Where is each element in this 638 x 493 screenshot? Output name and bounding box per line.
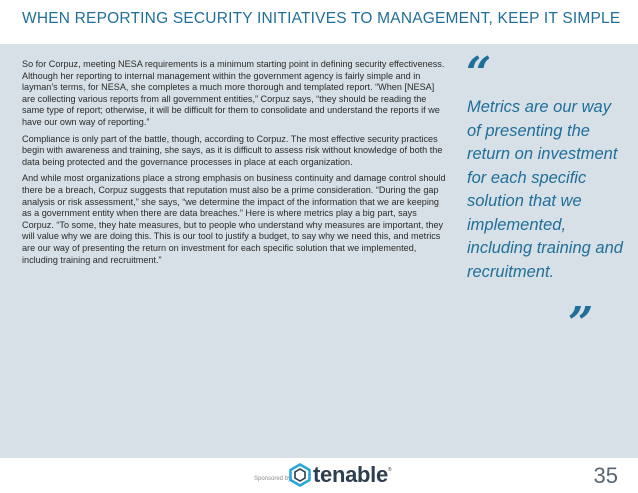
tenable-logo — [288, 463, 392, 487]
article-paragraph-3: And while most organizations place a strong emphasis on business continuity and damage control should there be a breach, Corpuz suggests that reputation must also be a prime consideration. “During the gap analysis or risk assessment,” she says, “we determine the impact of the information that we are keeping as a government entity when there are data breaches.” Here is where metrics play a big part, says Corpuz. “To some, they hate measures, but to people who understand why measures are important, they will value why we are doing this. This is our tool to justify a budget, to say why we need this, and metrics are our way of presenting the return on investment for each specific solution that we implemented, including training and recruitment.” — [22, 173, 446, 265]
header-bar — [0, 0, 638, 44]
article-paragraph-2: Compliance is only part of the battle, though, according to Corpuz. The most effective security practices begin with awareness and training, she says, as it is difficult to assess risk without knowledge of both the data being protected and the governance processes in place at each organization. — [22, 133, 443, 167]
page-number: 35 — [593, 463, 618, 488]
page-title: WHEN REPORTING SECURITY INITIATIVES TO MANAGEMENT, KEEP IT SIMPLE — [22, 10, 621, 27]
logo-registered-mark: ® — [387, 467, 392, 473]
article-body — [22, 59, 448, 271]
pull-quote: Metrics are our way of presenting the return on investment for each specific solution that we implemented, including training and recruitment. — [467, 98, 623, 281]
open-quote-mark: “ — [466, 48, 492, 99]
tenable-logo-icon — [288, 463, 312, 487]
sponsor-label: Sponsored by — [254, 476, 292, 482]
logo-wordmark: tenable — [313, 462, 388, 487]
close-quote-mark: ” — [568, 298, 594, 349]
article-paragraph-1: So for Corpuz, meeting NESA requirements is a minimum starting point in defining security effectiveness. Although her reporting to internal management within the government agency is fairly simple and in layman’s terms, for NESA, she completes a much more thorough and templated report. “When [NESA] are collecting various reports from all government entities,” Corpuz says, “they should be reading the same type of report; otherwise, it will be difficult for them to consolidate and understand the reports if we have our own way of reporting.” — [22, 59, 445, 127]
